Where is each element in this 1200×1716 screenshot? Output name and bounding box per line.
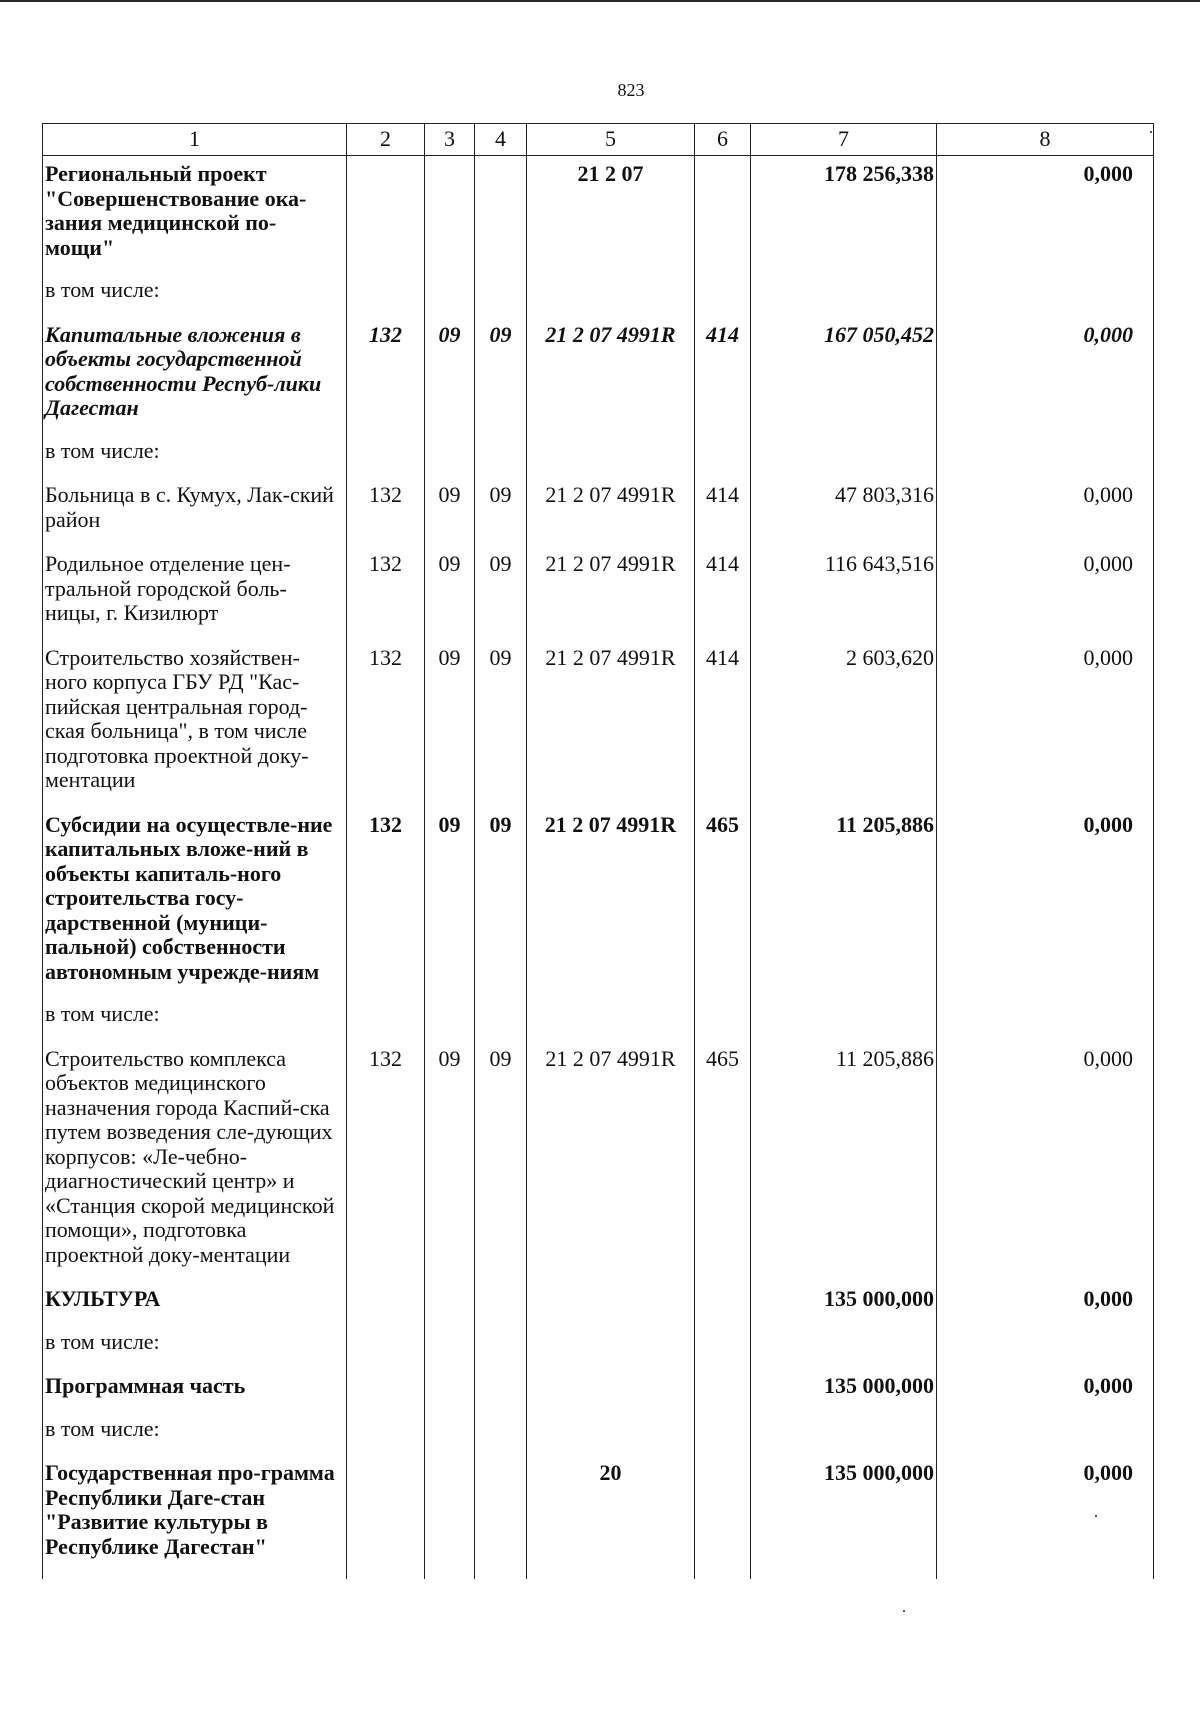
row-expense-type-cell: [695, 1413, 751, 1456]
row-amount-cell: [751, 274, 937, 317]
row-section-cell: [425, 435, 475, 478]
row-expense-type-cell: 465: [695, 807, 751, 999]
row-subsection-cell: [475, 998, 527, 1041]
row-expense-type-cell: [695, 435, 751, 478]
row-amount-secondary-cell: 0,000: [937, 640, 1154, 807]
row-target-article-cell: 21 2 07: [527, 156, 695, 275]
row-amount-secondary-cell: [937, 998, 1154, 1041]
row-amount-secondary-cell: 0,000: [937, 477, 1154, 546]
table-row: [43, 1326, 1154, 1369]
row-name-cell: в том числе:: [43, 1326, 347, 1369]
row-amount-secondary-cell: 0,000: [937, 1041, 1154, 1282]
row-amount-secondary-cell: 0,000: [937, 1368, 1154, 1413]
budget-table: [42, 123, 1154, 1579]
row-amount-cell: 135 000,000: [751, 1368, 937, 1413]
row-section-cell: 09: [425, 640, 475, 807]
row-code-cell: [347, 274, 425, 317]
row-subsection-cell: [475, 1368, 527, 1413]
row-amount-cell: 135 000,000: [751, 1455, 937, 1579]
row-amount-cell: 167 050,452: [751, 317, 937, 435]
row-amount-secondary-cell: 0,000: [937, 546, 1154, 640]
row-target-article-cell: 21 2 07 4991R: [527, 477, 695, 546]
row-code-cell: 132: [347, 807, 425, 999]
row-target-article-cell: 20: [527, 1455, 695, 1579]
row-section-cell: [425, 156, 475, 275]
table-row: [43, 1041, 1154, 1282]
row-code-cell: [347, 1455, 425, 1579]
row-subsection-cell: 09: [475, 317, 527, 435]
row-amount-secondary-cell: 0,000: [937, 156, 1154, 275]
table-row: [43, 274, 1154, 317]
row-name-cell: Субсидии на осуществле-ние капитальных вложе-ний в объекты капиталь-ного строительства госу-дарственной (муници-пальной) собственности автономным учрежде-ниям: [43, 807, 347, 999]
column-header-5: 5: [527, 124, 695, 156]
row-expense-type-cell: [695, 1281, 751, 1326]
row-expense-type-cell: [695, 1368, 751, 1413]
row-section-cell: 09: [425, 546, 475, 640]
row-subsection-cell: [475, 1281, 527, 1326]
row-code-cell: [347, 435, 425, 478]
row-subsection-cell: 09: [475, 1041, 527, 1282]
row-amount-cell: 47 803,316: [751, 477, 937, 546]
row-section-cell: [425, 1368, 475, 1413]
row-amount-cell: 178 256,338: [751, 156, 937, 275]
column-header-1: 1: [43, 124, 347, 156]
row-amount-secondary-cell: 0,000: [937, 807, 1154, 999]
row-section-cell: 09: [425, 317, 475, 435]
row-name-cell: КУЛЬТУРА: [43, 1281, 347, 1326]
row-expense-type-cell: [695, 1455, 751, 1579]
row-name-cell: Капитальные вложения в объекты государственной собственности Респуб-лики Дагестан: [43, 317, 347, 435]
row-subsection-cell: [475, 274, 527, 317]
row-subsection-cell: 09: [475, 477, 527, 546]
row-section-cell: [425, 1326, 475, 1369]
row-subsection-cell: [475, 1326, 527, 1369]
row-section-cell: [425, 274, 475, 317]
table-row: [43, 1413, 1154, 1456]
row-amount-secondary-cell: [937, 1326, 1154, 1369]
row-amount-cell: [751, 1413, 937, 1456]
row-code-cell: [347, 998, 425, 1041]
row-code-cell: [347, 156, 425, 275]
row-amount-cell: 116 643,516: [751, 546, 937, 640]
row-section-cell: 09: [425, 477, 475, 546]
row-code-cell: [347, 1413, 425, 1456]
row-subsection-cell: [475, 435, 527, 478]
table-row: [43, 546, 1154, 640]
row-section-cell: [425, 998, 475, 1041]
row-expense-type-cell: 465: [695, 1041, 751, 1282]
row-name-cell: в том числе:: [43, 998, 347, 1041]
row-target-article-cell: [527, 998, 695, 1041]
table-row: [43, 1281, 1154, 1326]
table-row: [43, 998, 1154, 1041]
row-code-cell: 132: [347, 640, 425, 807]
row-target-article-cell: [527, 1281, 695, 1326]
row-name-cell: Больница в с. Кумух, Лак-ский район: [43, 477, 347, 546]
row-code-cell: [347, 1326, 425, 1369]
row-target-article-cell: [527, 274, 695, 317]
row-expense-type-cell: 414: [695, 477, 751, 546]
row-target-article-cell: 21 2 07 4991R: [527, 317, 695, 435]
row-target-article-cell: [527, 1326, 695, 1369]
row-expense-type-cell: 414: [695, 317, 751, 435]
table-row: [43, 435, 1154, 478]
row-amount-secondary-cell: 0,000: [937, 1281, 1154, 1326]
row-subsection-cell: [475, 1455, 527, 1579]
row-amount-secondary-cell: [937, 435, 1154, 478]
column-header-2: 2: [347, 124, 425, 156]
column-header-3: 3: [425, 124, 475, 156]
row-name-cell: Государственная про-грамма Республики Даге-стан "Развитие культуры в Республике Дагестан": [43, 1455, 347, 1579]
row-expense-type-cell: [695, 156, 751, 275]
row-code-cell: 132: [347, 1041, 425, 1282]
scan-artifact: [903, 1610, 905, 1612]
row-code-cell: [347, 1281, 425, 1326]
row-section-cell: [425, 1281, 475, 1326]
row-section-cell: [425, 1455, 475, 1579]
row-code-cell: 132: [347, 546, 425, 640]
table-header-row: [43, 124, 1154, 156]
row-code-cell: [347, 1368, 425, 1413]
row-name-cell: в том числе:: [43, 1413, 347, 1456]
row-subsection-cell: [475, 156, 527, 275]
row-target-article-cell: [527, 1413, 695, 1456]
row-expense-type-cell: [695, 1326, 751, 1369]
table-body: [43, 156, 1154, 1580]
column-header-6: 6: [695, 124, 751, 156]
column-header-8: 8: [937, 124, 1154, 156]
row-target-article-cell: [527, 1368, 695, 1413]
table-row: [43, 1368, 1154, 1413]
row-target-article-cell: 21 2 07 4991R: [527, 807, 695, 999]
row-name-cell: Региональный проект "Совершенствование ока-зания медицинской по-мощи": [43, 156, 347, 275]
row-subsection-cell: [475, 1413, 527, 1456]
row-subsection-cell: 09: [475, 640, 527, 807]
row-subsection-cell: 09: [475, 807, 527, 999]
row-expense-type-cell: 414: [695, 546, 751, 640]
row-name-cell: Строительство комплекса объектов медицинского назначения города Каспий-ска путем возведения сле-дующих корпусов: «Ле-чебно-диагностический центр» и «Станция скорой медицинской помощи», подготовка проектной доку-ментации: [43, 1041, 347, 1282]
row-section-cell: [425, 1413, 475, 1456]
column-header-4: 4: [475, 124, 527, 156]
row-name-cell: в том числе:: [43, 435, 347, 478]
row-code-cell: 132: [347, 317, 425, 435]
row-target-article-cell: 21 2 07 4991R: [527, 546, 695, 640]
row-target-article-cell: [527, 435, 695, 478]
row-expense-type-cell: [695, 274, 751, 317]
row-amount-cell: [751, 435, 937, 478]
row-expense-type-cell: [695, 998, 751, 1041]
row-section-cell: 09: [425, 1041, 475, 1282]
row-target-article-cell: 21 2 07 4991R: [527, 1041, 695, 1282]
row-name-cell: Программная часть: [43, 1368, 347, 1413]
table-row: [43, 317, 1154, 435]
row-section-cell: 09: [425, 807, 475, 999]
row-amount-cell: 11 205,886: [751, 1041, 937, 1282]
page-number: 823: [617, 80, 645, 100]
row-target-article-cell: 21 2 07 4991R: [527, 640, 695, 807]
row-amount-secondary-cell: 0,000: [937, 317, 1154, 435]
row-amount-cell: [751, 998, 937, 1041]
row-expense-type-cell: 414: [695, 640, 751, 807]
table-row: [43, 1455, 1154, 1579]
row-name-cell: Строительство хозяйствен-ного корпуса ГБУ РД "Кас-пийская центральная город-ская больница", в том числе подготовка проектной доку-ментации: [43, 640, 347, 807]
row-subsection-cell: 09: [475, 546, 527, 640]
table-row: [43, 807, 1154, 999]
column-header-7: 7: [751, 124, 937, 156]
row-amount-secondary-cell: 0,000: [937, 1455, 1154, 1579]
row-amount-cell: [751, 1326, 937, 1369]
row-amount-secondary-cell: [937, 274, 1154, 317]
table-row: [43, 640, 1154, 807]
row-amount-secondary-cell: [937, 1413, 1154, 1456]
row-amount-cell: 135 000,000: [751, 1281, 937, 1326]
table-row: [43, 477, 1154, 546]
top-border-rule: [0, 0, 1200, 2]
row-name-cell: Родильное отделение цен-тральной городской боль-ницы, г. Кизилюрт: [43, 546, 347, 640]
row-amount-cell: 11 205,886: [751, 807, 937, 999]
row-name-cell: в том числе:: [43, 274, 347, 317]
table-row: [43, 156, 1154, 275]
row-amount-cell: 2 603,620: [751, 640, 937, 807]
row-code-cell: 132: [347, 477, 425, 546]
